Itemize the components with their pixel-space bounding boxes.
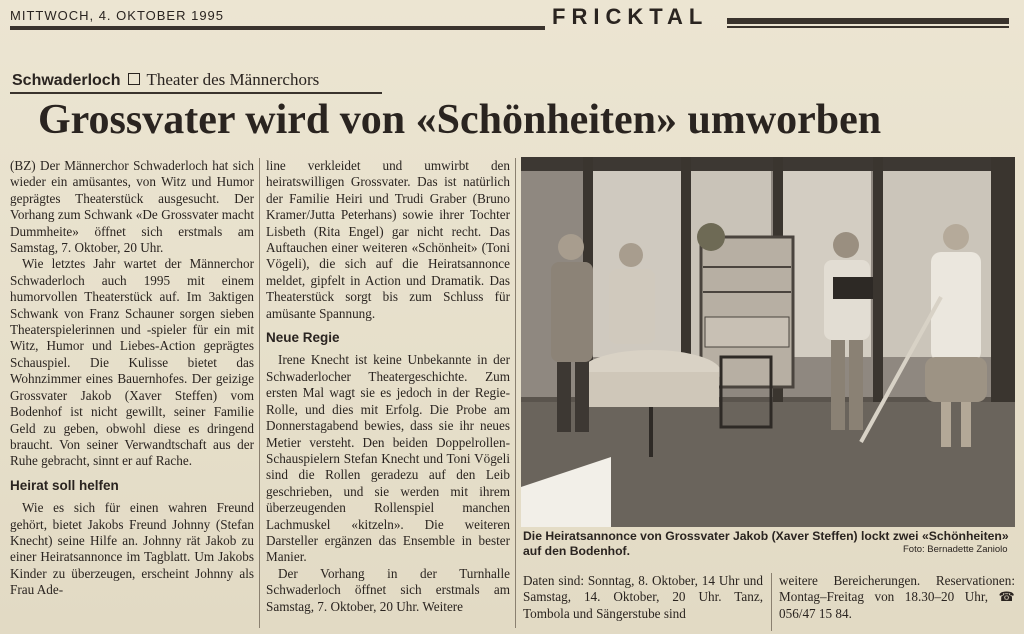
column-divider xyxy=(515,158,516,628)
column-divider xyxy=(259,158,260,628)
article-column-4 xyxy=(779,573,1015,622)
article-column-2 xyxy=(266,158,510,615)
article-column-3 xyxy=(523,573,763,622)
body-paragraph: Wie es sich für einen wahren Freund gehört, bietet Jakobs Freund Johnny (Stefan Knecht) seine Hilfe an. Johnny rät Jakob zu einer Heiratsannonce im Tagblatt. Um Jakobs Kinder zu überzeugen, erscheint Johnny als Frau Ade- xyxy=(10,500,254,598)
kicker-place: Schwaderloch xyxy=(12,72,121,89)
kicker-rule xyxy=(10,92,382,94)
issue-date: MITTWOCH, 4. OKTOBER 1995 xyxy=(10,8,225,23)
photo-caption: Die Heiratsannonce von Grossvater Jakob (Xaver Steffen) lockt zwei «Schönheiten» auf den Bodenhof. xyxy=(523,529,1009,558)
body-paragraph: Der Vorhang in der Turnhalle Schwaderloch öffnet sich erstmals am Samstag, 7. Oktober, 20 Uhr. Weitere xyxy=(266,565,510,614)
header-rule-left xyxy=(10,26,545,30)
body-paragraph: Daten sind: Sonntag, 8. Oktober, 14 Uhr und Samstag, 14. Oktober, 20 Uhr. Tanz, Tombola und Sängerstube sind xyxy=(523,573,763,621)
article-column-1 xyxy=(10,158,254,599)
square-bullet-icon xyxy=(128,73,140,85)
section-title: FRICKTAL xyxy=(552,4,709,29)
body-paragraph: line verkleidet und umwirbt den heiratswilligen Grossvater. Das ist natürlich der Familie Heiri und Trudi Graber (Bruno Kramer/Jutta Peterhans) sowie ihrer Tochter Lisbeth (Rita Engel) gar nicht recht. Das Auftauchen einer weiteren «Schönheit» (Toni Vögeli), die sich auf die Heiratsannonce meldet, gipfelt in Action und Dramatik. Das Theaterstück sorgt bis zum Schluss für amüsante Spannung. xyxy=(266,158,510,321)
header-rule-right-thin xyxy=(727,26,1009,28)
headline: Grossvater wird von «Schönheiten» umworben xyxy=(38,97,882,143)
kicker-topic: Theater des Männerchors xyxy=(146,70,320,89)
body-paragraph: Irene Knecht ist keine Unbekannte in der Schwaderlocher Theatergeschichte. Zum ersten Mal wagt sie es jedoch in der Regie-Rolle, und dies mit Erfolg. Die Probe am Donnerstagabend bewies, dass sie ihr neues Metier versteht. Den beiden Doppelrollen-Schauspielern Stefan Knecht und Toni Vögeli sind die Rollen geradezu auf den Leib geschrieben, und sie werden mit ihrem überzeugenden Rollenspiel manchen Lachmuskel «kitzeln». Die weiteren Darsteller ergänzen das Ensemble in bester Manier. xyxy=(266,352,510,565)
subheading: Neue Regie xyxy=(266,330,340,346)
column-divider xyxy=(771,573,772,631)
body-paragraph: Wie letztes Jahr wartet der Männerchor Schwaderloch auch 1995 mit einem humorvollen Theaterstück auf. Im 3aktigen Schwank von Franz Schauner sorgen sieben Theaterspielerinnen und -spieler für ein mit Witz, Humor und Liebes-Action geprägtes Schauspiel. Die Kulisse bietet das Wohnzimmer eines Bauernhofes. Der geizige Grossvater Jakob (Xaver Steffen) vom Bodenhof ist nicht gewillt, seiner Familie Geld zu geben, obwohl diese es dringend braucht. Von seiner Verwandtschaft aus der Ruhe gebracht, sinnt er auf Rache. xyxy=(10,256,254,469)
header-rule-right xyxy=(727,18,1009,24)
kicker xyxy=(12,70,319,90)
subheading: Heirat soll helfen xyxy=(10,477,119,493)
lead-paragraph: (BZ) Der Männerchor Schwaderloch hat sich wieder ein amüsantes, von Witz und Humor geprägtes Theaterstück ausgesucht. Der Vorhang zum Schwank «De Grossvater macht Dummheite» öffnet sich erstmals am Samstag, 7. Oktober, 20 Uhr. xyxy=(10,158,254,256)
photo-credit: Foto: Bernadette Zaniolo xyxy=(903,544,1008,555)
body-paragraph: weitere Bereicherungen. Reservationen: Montag–Freitag von 18.30–20 Uhr, ☎ 056/47 15 84. xyxy=(779,573,1015,621)
stage-photo xyxy=(521,157,1015,527)
stage-photo-illustration xyxy=(521,157,1015,527)
